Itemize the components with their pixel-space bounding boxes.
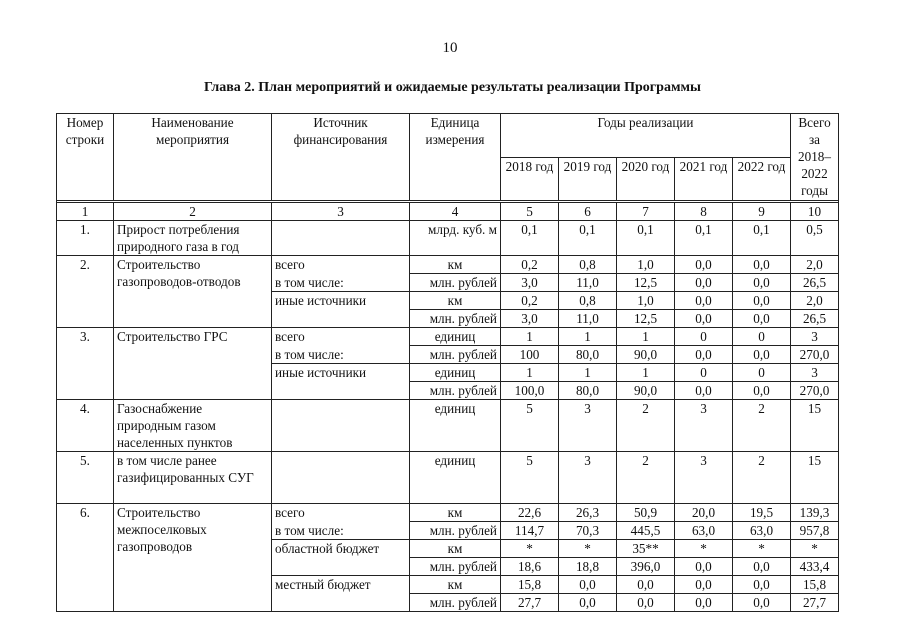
value-cell: 0,0 — [675, 256, 733, 274]
funding-source — [272, 400, 410, 452]
value-cell: * — [675, 540, 733, 558]
value-cell: 20,0 — [675, 504, 733, 522]
unit-cell: единиц — [410, 400, 501, 452]
total-cell: 15 — [791, 452, 839, 504]
value-cell: 0,0 — [559, 576, 617, 594]
value-cell: 2 — [733, 400, 791, 452]
value-cell: 1 — [559, 328, 617, 346]
header-years-group: Годы реализации — [501, 114, 791, 158]
header-row — [57, 114, 839, 158]
row-number: 3. — [57, 328, 114, 400]
value-cell: 3 — [675, 400, 733, 452]
value-cell: 0,0 — [675, 558, 733, 576]
unit-cell: млн. рублей — [410, 558, 501, 576]
value-cell: 0,0 — [675, 594, 733, 612]
measure-name: Прирост потребления природного газа в год — [114, 221, 272, 256]
value-cell: 35** — [617, 540, 675, 558]
value-cell: 2 — [617, 452, 675, 504]
funding-source: всего — [272, 504, 410, 522]
measure-name: Строительство ГРС — [114, 328, 272, 400]
value-cell: 0,0 — [559, 594, 617, 612]
chapter-heading: Глава 2. План мероприятий и ожидаемые результаты реализации Программы — [204, 80, 701, 95]
total-cell: 3 — [791, 364, 839, 382]
value-cell: 0,1 — [733, 221, 791, 256]
value-cell: 1,0 — [617, 256, 675, 274]
table-row — [57, 328, 839, 346]
row-number: 2. — [57, 256, 114, 328]
value-cell: 0,0 — [675, 274, 733, 292]
table-row — [57, 256, 839, 274]
plan-table — [56, 113, 839, 612]
total-cell: 2,0 — [791, 292, 839, 310]
value-cell: 90,0 — [617, 346, 675, 364]
total-cell: 433,4 — [791, 558, 839, 576]
total-cell: 270,0 — [791, 346, 839, 364]
unit-cell: млрд. куб. м — [410, 221, 501, 256]
total-cell: 2,0 — [791, 256, 839, 274]
row-number: 4. — [57, 400, 114, 452]
value-cell: 12,5 — [617, 274, 675, 292]
table-row — [57, 221, 839, 256]
value-cell: 18,6 — [501, 558, 559, 576]
total-cell: 139,3 — [791, 504, 839, 522]
funding-source: иные источники — [272, 292, 410, 328]
value-cell: 0,0 — [675, 292, 733, 310]
value-cell: 3 — [675, 452, 733, 504]
value-cell: 63,0 — [733, 522, 791, 540]
value-cell: 1,0 — [617, 292, 675, 310]
unit-cell: млн. рублей — [410, 274, 501, 292]
unit-cell: км — [410, 292, 501, 310]
header-total: Всего за 2018–2022 годы — [791, 114, 839, 201]
column-number: 1 — [57, 203, 114, 221]
table-row — [57, 504, 839, 522]
value-cell: 50,9 — [617, 504, 675, 522]
unit-cell: млн. рублей — [410, 594, 501, 612]
unit-cell: км — [410, 576, 501, 594]
funding-source: иные источники — [272, 364, 410, 400]
value-cell: 0,1 — [501, 221, 559, 256]
value-cell: 1 — [559, 364, 617, 382]
unit-cell: км — [410, 256, 501, 274]
value-cell: 3 — [559, 400, 617, 452]
value-cell: 0,1 — [559, 221, 617, 256]
row-number: 1. — [57, 221, 114, 256]
measure-name: в том числе ранее газифицированных СУГ — [114, 452, 272, 504]
column-number: 10 — [791, 203, 839, 221]
funding-source: местный бюджет — [272, 576, 410, 612]
column-number-row — [57, 203, 839, 221]
header-year: 2021 год — [675, 157, 733, 201]
total-cell: 15 — [791, 400, 839, 452]
value-cell: 0,0 — [675, 576, 733, 594]
value-cell: 114,7 — [501, 522, 559, 540]
value-cell: 445,5 — [617, 522, 675, 540]
value-cell: 27,7 — [501, 594, 559, 612]
total-cell: 270,0 — [791, 382, 839, 400]
value-cell: 0,0 — [617, 594, 675, 612]
value-cell: 0 — [733, 364, 791, 382]
value-cell: 0,0 — [675, 346, 733, 364]
total-cell: * — [791, 540, 839, 558]
value-cell: 11,0 — [559, 310, 617, 328]
unit-cell: единиц — [410, 452, 501, 504]
value-cell: * — [559, 540, 617, 558]
unit-cell: млн. рублей — [410, 382, 501, 400]
total-cell: 27,7 — [791, 594, 839, 612]
value-cell: 0,1 — [617, 221, 675, 256]
value-cell: 2 — [617, 400, 675, 452]
unit-cell: млн. рублей — [410, 310, 501, 328]
table-row — [57, 400, 839, 452]
value-cell: 1 — [501, 328, 559, 346]
column-number: 9 — [733, 203, 791, 221]
total-cell: 3 — [791, 328, 839, 346]
funding-source — [272, 452, 410, 504]
unit-cell: км — [410, 540, 501, 558]
header-year: 2022 год — [733, 157, 791, 201]
value-cell: 22,6 — [501, 504, 559, 522]
value-cell: 70,3 — [559, 522, 617, 540]
value-cell: 1 — [617, 364, 675, 382]
value-cell: 0,0 — [733, 382, 791, 400]
value-cell: 80,0 — [559, 346, 617, 364]
value-cell: 0,0 — [733, 558, 791, 576]
value-cell: 0,0 — [675, 310, 733, 328]
value-cell: 3,0 — [501, 310, 559, 328]
value-cell: 0,0 — [675, 382, 733, 400]
value-cell: 1 — [501, 364, 559, 382]
funding-source: областной бюджет — [272, 540, 410, 576]
measure-name: Газоснабжение природным газом населенных пунктов — [114, 400, 272, 452]
total-cell: 26,5 — [791, 310, 839, 328]
value-cell: 2 — [733, 452, 791, 504]
header-year: 2018 год — [501, 157, 559, 201]
value-cell: * — [501, 540, 559, 558]
column-number: 6 — [559, 203, 617, 221]
column-number: 5 — [501, 203, 559, 221]
header-year: 2019 год — [559, 157, 617, 201]
value-cell: 396,0 — [617, 558, 675, 576]
total-cell: 15,8 — [791, 576, 839, 594]
measure-name: Строительство межпоселковых газопроводов — [114, 504, 272, 612]
value-cell: 0,2 — [501, 292, 559, 310]
value-cell: 100,0 — [501, 382, 559, 400]
unit-cell: км — [410, 504, 501, 522]
value-cell: 0,0 — [733, 576, 791, 594]
funding-source: всего — [272, 328, 410, 346]
value-cell: 3 — [559, 452, 617, 504]
table-row — [57, 452, 839, 504]
page-number: 10 — [442, 40, 458, 56]
value-cell: 0 — [733, 328, 791, 346]
value-cell: 1 — [617, 328, 675, 346]
value-cell: 11,0 — [559, 274, 617, 292]
value-cell: 0,0 — [733, 274, 791, 292]
value-cell: 26,3 — [559, 504, 617, 522]
header-unit: Единица измерения — [410, 114, 501, 201]
funding-source — [272, 221, 410, 256]
funding-source: в том числе: — [272, 522, 410, 540]
value-cell: 0,0 — [733, 346, 791, 364]
value-cell: 0,2 — [501, 256, 559, 274]
header-funding-source: Источник финансирования — [272, 114, 410, 201]
value-cell: 0 — [675, 328, 733, 346]
value-cell: 0 — [675, 364, 733, 382]
funding-source: в том числе: — [272, 346, 410, 364]
value-cell: 18,8 — [559, 558, 617, 576]
unit-cell: млн. рублей — [410, 346, 501, 364]
column-number: 4 — [410, 203, 501, 221]
column-number: 3 — [272, 203, 410, 221]
value-cell: 0,0 — [733, 310, 791, 328]
value-cell: 100 — [501, 346, 559, 364]
header-row-number: Номер строки — [57, 114, 114, 201]
value-cell: 15,8 — [501, 576, 559, 594]
value-cell: 19,5 — [733, 504, 791, 522]
value-cell: 0,0 — [733, 292, 791, 310]
value-cell: 0,1 — [675, 221, 733, 256]
value-cell: * — [733, 540, 791, 558]
total-cell: 26,5 — [791, 274, 839, 292]
total-cell: 957,8 — [791, 522, 839, 540]
measure-name: Строительство газопроводов-отводов — [114, 256, 272, 328]
value-cell: 90,0 — [617, 382, 675, 400]
funding-source: в том числе: — [272, 274, 410, 292]
value-cell: 80,0 — [559, 382, 617, 400]
value-cell: 0,8 — [559, 256, 617, 274]
header-year: 2020 год — [617, 157, 675, 201]
value-cell: 3,0 — [501, 274, 559, 292]
unit-cell: единиц — [410, 364, 501, 382]
value-cell: 5 — [501, 400, 559, 452]
value-cell: 5 — [501, 452, 559, 504]
value-cell: 0,0 — [733, 256, 791, 274]
unit-cell: единиц — [410, 328, 501, 346]
column-number: 7 — [617, 203, 675, 221]
column-number: 8 — [675, 203, 733, 221]
row-number: 5. — [57, 452, 114, 504]
value-cell: 63,0 — [675, 522, 733, 540]
value-cell: 0,0 — [617, 576, 675, 594]
unit-cell: млн. рублей — [410, 522, 501, 540]
column-number: 2 — [114, 203, 272, 221]
funding-source: всего — [272, 256, 410, 274]
header-measure-name: Наименование мероприятия — [114, 114, 272, 201]
total-cell: 0,5 — [791, 221, 839, 256]
value-cell: 12,5 — [617, 310, 675, 328]
value-cell: 0,0 — [733, 594, 791, 612]
row-number: 6. — [57, 504, 114, 612]
value-cell: 0,8 — [559, 292, 617, 310]
